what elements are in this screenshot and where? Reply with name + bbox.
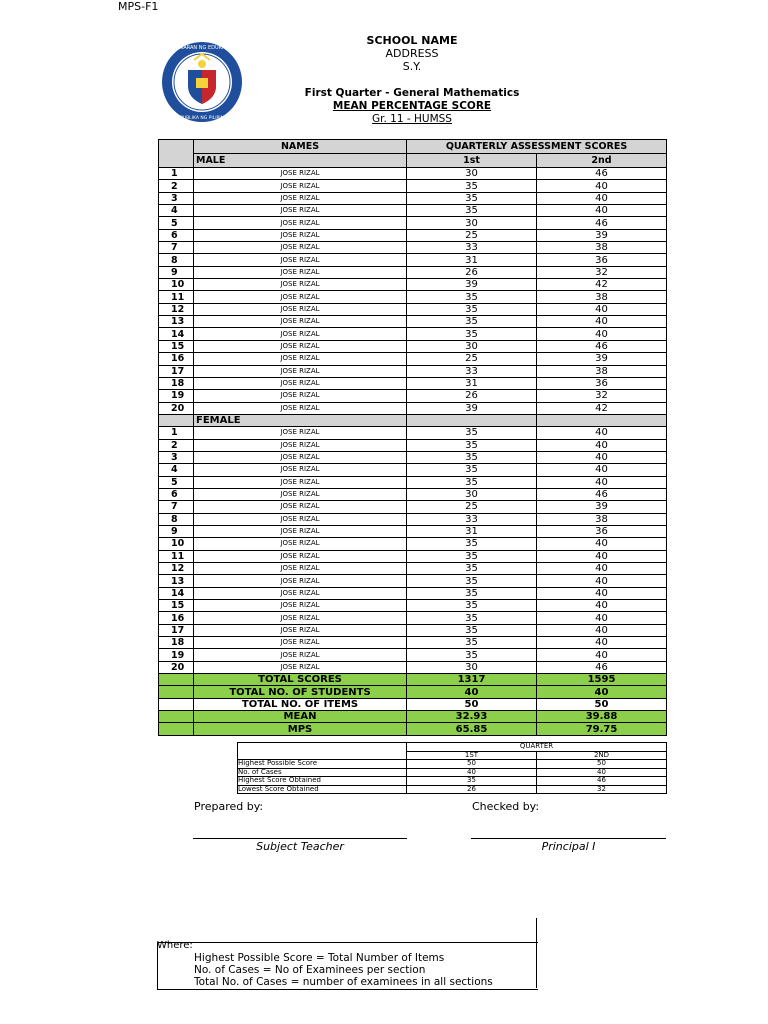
form-code: MPS-F1 [118, 0, 159, 13]
table-row [159, 402, 667, 414]
q1-score: 35 [407, 180, 537, 192]
stats-row [238, 768, 667, 777]
student-name: JOSE RIZAL [194, 624, 407, 636]
q1-score: 25 [407, 353, 537, 365]
q2-score: 40 [537, 464, 667, 476]
student-name: JOSE RIZAL [194, 192, 407, 204]
student-name: JOSE RIZAL [194, 612, 407, 624]
q1-score: 31 [407, 377, 537, 389]
stats-row [238, 785, 667, 794]
totals-spacer [159, 674, 194, 686]
scores-header: QUARTERLY ASSESSMENT SCORES [407, 140, 667, 154]
row-number: 12 [159, 303, 194, 315]
q2-score: 38 [537, 291, 667, 303]
totals-q2: 40 [537, 686, 667, 698]
quarter-title: First Quarter - General Mathematics [304, 87, 520, 99]
school-name: SCHOOL NAME [366, 34, 458, 47]
q1-score: 35 [407, 427, 537, 439]
table-row [159, 563, 667, 575]
totals-q1: 40 [407, 686, 537, 698]
row-number: 13 [159, 575, 194, 587]
q1-score: 35 [407, 291, 537, 303]
student-name: JOSE RIZAL [194, 600, 407, 612]
row-number: 20 [159, 402, 194, 414]
table-row [159, 180, 667, 192]
student-name: JOSE RIZAL [194, 217, 407, 229]
q2-score: 42 [537, 402, 667, 414]
q2-score: 46 [537, 168, 667, 180]
q2-header: 2nd [537, 154, 667, 168]
q1-score: 35 [407, 205, 537, 217]
row-number: 18 [159, 637, 194, 649]
row-number: 19 [159, 649, 194, 661]
row-number: 14 [159, 587, 194, 599]
student-name: JOSE RIZAL [194, 254, 407, 266]
table-row [159, 192, 667, 204]
female-group-fill [407, 414, 537, 426]
totals-label: TOTAL NO. OF ITEMS [194, 698, 407, 710]
table-row [159, 501, 667, 513]
totals-label: MEAN [194, 711, 407, 723]
row-number-header [159, 140, 194, 168]
row-number: 11 [159, 550, 194, 562]
totals-spacer [159, 711, 194, 723]
stats-q1: 26 [407, 785, 537, 794]
row-number: 8 [159, 254, 194, 266]
totals-q2: 1595 [537, 674, 667, 686]
table-row [159, 217, 667, 229]
row-number: 17 [159, 624, 194, 636]
totals-row [159, 723, 667, 735]
student-name: JOSE RIZAL [194, 303, 407, 315]
q2-score: 32 [537, 390, 667, 402]
q1-score: 25 [407, 229, 537, 241]
row-number: 3 [159, 192, 194, 204]
row-number: 11 [159, 291, 194, 303]
names-header: NAMES [194, 140, 407, 154]
table-row [159, 168, 667, 180]
q1-score: 35 [407, 303, 537, 315]
q1-score: 33 [407, 513, 537, 525]
q1-score: 39 [407, 402, 537, 414]
q2-score: 39 [537, 353, 667, 365]
student-name: JOSE RIZAL [194, 377, 407, 389]
q2-score: 40 [537, 575, 667, 587]
table-row [159, 575, 667, 587]
table-row [159, 303, 667, 315]
student-name: JOSE RIZAL [194, 229, 407, 241]
where-label: Where: [157, 940, 193, 951]
totals-spacer [159, 723, 194, 735]
table-row [159, 291, 667, 303]
q1-score: 35 [407, 328, 537, 340]
totals-label: TOTAL NO. OF STUDENTS [194, 686, 407, 698]
quarter-header: QUARTER [407, 743, 667, 752]
where-line: No. of Cases = No of Examinees per section [194, 964, 426, 976]
student-name: JOSE RIZAL [194, 180, 407, 192]
student-name: JOSE RIZAL [194, 168, 407, 180]
stats-label: Highest Possible Score [238, 760, 407, 769]
student-name: JOSE RIZAL [194, 279, 407, 291]
row-number: 15 [159, 340, 194, 352]
q2-score: 40 [537, 439, 667, 451]
q2-score: 40 [537, 563, 667, 575]
female-group-fill [537, 414, 667, 426]
q2-score: 40 [537, 205, 667, 217]
student-name: JOSE RIZAL [194, 488, 407, 500]
q1-score: 25 [407, 501, 537, 513]
table-row [159, 587, 667, 599]
student-name: JOSE RIZAL [194, 525, 407, 537]
q2-score: 40 [537, 328, 667, 340]
q1-score: 35 [407, 600, 537, 612]
table-row [159, 340, 667, 352]
student-name: JOSE RIZAL [194, 390, 407, 402]
school-year: S.Y. [402, 60, 422, 73]
stats-q1-header: 1ST [407, 751, 537, 760]
table-row [159, 649, 667, 661]
q1-score: 26 [407, 266, 537, 278]
totals-row [159, 698, 667, 710]
totals-spacer [159, 686, 194, 698]
row-number: 14 [159, 328, 194, 340]
row-number: 20 [159, 661, 194, 673]
row-number: 16 [159, 353, 194, 365]
row-number: 10 [159, 538, 194, 550]
where-line: Highest Possible Score = Total Number of Items [194, 952, 445, 964]
row-number: 10 [159, 279, 194, 291]
q1-score: 31 [407, 254, 537, 266]
row-number: 3 [159, 451, 194, 463]
student-name: JOSE RIZAL [194, 316, 407, 328]
where-divider [536, 918, 537, 988]
female-group-header: FEMALE [194, 414, 407, 426]
stats-row [238, 777, 667, 786]
table-row [159, 464, 667, 476]
student-name: JOSE RIZAL [194, 365, 407, 377]
q2-score: 40 [537, 612, 667, 624]
q2-score: 39 [537, 501, 667, 513]
male-group-header: MALE [194, 154, 407, 168]
q1-score: 35 [407, 538, 537, 550]
q2-score: 40 [537, 316, 667, 328]
stats-q2: 32 [537, 785, 667, 794]
q1-score: 35 [407, 451, 537, 463]
scores-table [158, 139, 667, 736]
student-name: JOSE RIZAL [194, 266, 407, 278]
row-number: 5 [159, 476, 194, 488]
q1-score: 30 [407, 217, 537, 229]
q2-score: 40 [537, 303, 667, 315]
principal-signature-line [471, 838, 666, 839]
stats-row [238, 760, 667, 769]
q2-score: 40 [537, 637, 667, 649]
summary-stats-table [237, 742, 667, 794]
totals-label: TOTAL SCORES [194, 674, 407, 686]
student-name: JOSE RIZAL [194, 353, 407, 365]
student-name: JOSE RIZAL [194, 550, 407, 562]
table-row [159, 637, 667, 649]
grade-section: Gr. 11 - HUMSS [372, 113, 452, 125]
totals-q1: 50 [407, 698, 537, 710]
q1-score: 35 [407, 550, 537, 562]
q1-score: 33 [407, 242, 537, 254]
q2-score: 38 [537, 242, 667, 254]
q1-score: 26 [407, 390, 537, 402]
prepared-by-label: Prepared by: [194, 800, 264, 813]
table-row [159, 377, 667, 389]
student-name: JOSE RIZAL [194, 464, 407, 476]
q1-score: 30 [407, 168, 537, 180]
q2-score: 39 [537, 229, 667, 241]
q2-score: 40 [537, 180, 667, 192]
table-row [159, 328, 667, 340]
stats-label: Lowest Score Obtained [238, 785, 407, 794]
row-number: 1 [159, 427, 194, 439]
q1-score: 31 [407, 525, 537, 537]
address: ADDRESS [385, 47, 439, 60]
stats-q1: 40 [407, 768, 537, 777]
student-name: JOSE RIZAL [194, 661, 407, 673]
table-row [159, 427, 667, 439]
totals-label: MPS [194, 723, 407, 735]
table-row [159, 451, 667, 463]
q1-score: 35 [407, 192, 537, 204]
student-name: JOSE RIZAL [194, 291, 407, 303]
table-row [159, 550, 667, 562]
stats-q1: 35 [407, 777, 537, 786]
student-name: JOSE RIZAL [194, 328, 407, 340]
student-name: JOSE RIZAL [194, 340, 407, 352]
q2-score: 38 [537, 365, 667, 377]
row-number: 7 [159, 242, 194, 254]
q1-score: 35 [407, 587, 537, 599]
student-name: JOSE RIZAL [194, 587, 407, 599]
table-row [159, 266, 667, 278]
row-number: 12 [159, 563, 194, 575]
table-row [159, 390, 667, 402]
q1-score: 35 [407, 575, 537, 587]
totals-q2: 39.88 [537, 711, 667, 723]
row-number: 18 [159, 377, 194, 389]
table-row [159, 612, 667, 624]
q2-score: 36 [537, 525, 667, 537]
row-number: 15 [159, 600, 194, 612]
table-row [159, 538, 667, 550]
female-group-spacer [159, 414, 194, 426]
totals-q1: 65.85 [407, 723, 537, 735]
table-row [159, 476, 667, 488]
q1-score: 35 [407, 464, 537, 476]
table-row [159, 365, 667, 377]
q2-score: 40 [537, 649, 667, 661]
q1-score: 33 [407, 365, 537, 377]
q1-score: 35 [407, 476, 537, 488]
q2-score: 36 [537, 377, 667, 389]
table-row [159, 254, 667, 266]
table-row [159, 439, 667, 451]
principal-role: Principal I [541, 840, 596, 853]
totals-q2: 79.75 [537, 723, 667, 735]
totals-spacer [159, 698, 194, 710]
student-name: JOSE RIZAL [194, 439, 407, 451]
stats-q1: 50 [407, 760, 537, 769]
row-number: 7 [159, 501, 194, 513]
table-row [159, 242, 667, 254]
row-number: 2 [159, 439, 194, 451]
q1-header: 1st [407, 154, 537, 168]
q1-score: 35 [407, 649, 537, 661]
stats-q2: 46 [537, 777, 667, 786]
totals-row [159, 674, 667, 686]
totals-rows [159, 674, 667, 736]
row-number: 6 [159, 229, 194, 241]
table-row [159, 488, 667, 500]
q2-score: 32 [537, 266, 667, 278]
row-number: 5 [159, 217, 194, 229]
student-name: JOSE RIZAL [194, 501, 407, 513]
stats-label: No. of Cases [238, 768, 407, 777]
row-number: 1 [159, 168, 194, 180]
table-row [159, 205, 667, 217]
totals-row [159, 711, 667, 723]
table-row [159, 353, 667, 365]
student-name: JOSE RIZAL [194, 513, 407, 525]
subject-teacher-role: Subject Teacher [256, 840, 344, 853]
stats-q2: 50 [537, 760, 667, 769]
q1-score: 35 [407, 612, 537, 624]
student-name: JOSE RIZAL [194, 649, 407, 661]
q1-score: 35 [407, 563, 537, 575]
q2-score: 40 [537, 427, 667, 439]
student-name: JOSE RIZAL [194, 575, 407, 587]
q1-score: 35 [407, 439, 537, 451]
q2-score: 40 [537, 624, 667, 636]
student-name: JOSE RIZAL [194, 451, 407, 463]
row-number: 2 [159, 180, 194, 192]
table-row [159, 600, 667, 612]
stats-label: Highest Score Obtained [238, 777, 407, 786]
q2-score: 40 [537, 451, 667, 463]
student-name: JOSE RIZAL [194, 538, 407, 550]
table-row [159, 624, 667, 636]
student-name: JOSE RIZAL [194, 402, 407, 414]
q2-score: 40 [537, 550, 667, 562]
row-number: 9 [159, 266, 194, 278]
row-number: 19 [159, 390, 194, 402]
table-row [159, 661, 667, 673]
row-number: 8 [159, 513, 194, 525]
stats-corner [238, 743, 407, 760]
table-row [159, 229, 667, 241]
q2-score: 40 [537, 600, 667, 612]
male-rows [159, 168, 667, 415]
seal-bottom-text: REPUBLIKA NG PILIPINAS [174, 116, 230, 121]
q2-score: 40 [537, 587, 667, 599]
student-name: JOSE RIZAL [194, 242, 407, 254]
q2-score: 40 [537, 476, 667, 488]
q1-score: 35 [407, 637, 537, 649]
row-number: 16 [159, 612, 194, 624]
q2-score: 38 [537, 513, 667, 525]
female-group-row [159, 414, 667, 426]
teacher-signature-line [193, 838, 407, 839]
q1-score: 30 [407, 488, 537, 500]
table-row [159, 513, 667, 525]
q2-score: 46 [537, 661, 667, 673]
row-number: 4 [159, 205, 194, 217]
table-row [159, 316, 667, 328]
female-rows [159, 427, 667, 674]
stats-q2: 40 [537, 768, 667, 777]
student-name: JOSE RIZAL [194, 476, 407, 488]
mps-title: MEAN PERCENTAGE SCORE [332, 100, 492, 112]
q1-score: 30 [407, 661, 537, 673]
q2-score: 40 [537, 538, 667, 550]
row-number: 4 [159, 464, 194, 476]
row-number: 17 [159, 365, 194, 377]
table-row [159, 525, 667, 537]
checked-by-label: Checked by: [472, 800, 540, 813]
q2-score: 46 [537, 488, 667, 500]
totals-q1: 32.93 [407, 711, 537, 723]
student-name: JOSE RIZAL [194, 427, 407, 439]
table-row [159, 279, 667, 291]
stats-q2-header: 2ND [537, 751, 667, 760]
seal-ring-text: KAGAWARAN NG EDUKASYON [165, 45, 239, 51]
totals-row [159, 686, 667, 698]
q1-score: 39 [407, 279, 537, 291]
q1-score: 35 [407, 624, 537, 636]
q2-score: 46 [537, 340, 667, 352]
q1-score: 30 [407, 340, 537, 352]
where-line: Total No. of Cases = number of examinees in all sections [194, 976, 493, 988]
student-name: JOSE RIZAL [194, 563, 407, 575]
q2-score: 42 [537, 279, 667, 291]
student-name: JOSE RIZAL [194, 637, 407, 649]
row-number: 6 [159, 488, 194, 500]
totals-q2: 50 [537, 698, 667, 710]
student-name: JOSE RIZAL [194, 205, 407, 217]
totals-q1: 1317 [407, 674, 537, 686]
q2-score: 36 [537, 254, 667, 266]
row-number: 9 [159, 525, 194, 537]
deped-seal-icon [160, 40, 244, 124]
q2-score: 40 [537, 192, 667, 204]
row-number: 13 [159, 316, 194, 328]
q2-score: 46 [537, 217, 667, 229]
q1-score: 35 [407, 316, 537, 328]
